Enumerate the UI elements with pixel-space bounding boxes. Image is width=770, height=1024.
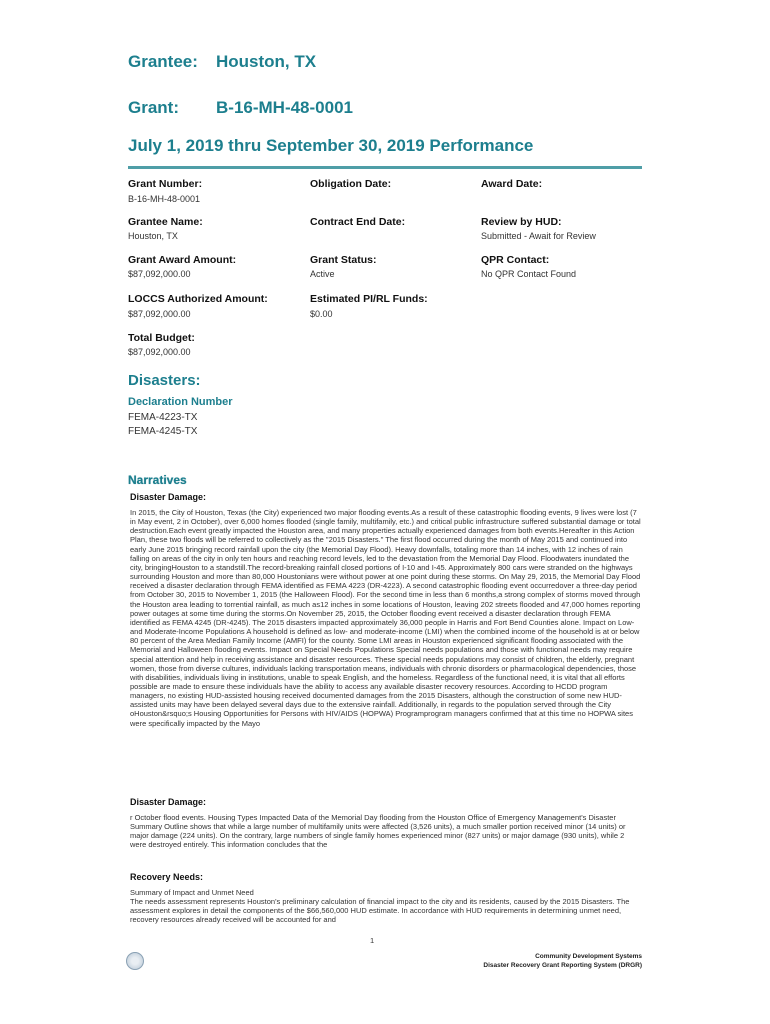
grant-label: Grant: bbox=[128, 98, 179, 117]
disaster-damage-text: In 2015, the City of Houston, Texas (the City) experienced two major flooding events.As a result of these catastrophic flooding events, 9 lives were lost (7 in May event, 2 in October), over 6,000 homes flooded (single family, multifamily, etc.) and critical public infrastructure suffered substantial damage or total destruction.Each event greatly impacted the Houston area, and many properties actually experienced damages from both events.Hereafter in this Action Plan, these two floods will be referred to collectively as the "2015 Disasters." The first flood occurred during the month of May 2015 and continued into early June 2015 bringing record rainfall upon the city (the Memorial Day Flood). Heavy downfalls, totaling more than 14 inches, with 12 inches of rain falling on areas of the city in only ten hours and reaching record levels, led to the devastation from the Memorial Day Flood. Floodwaters inundated the city, bringingHouston to a standstill.The record-breaking rainfall closed portions of I-10 and I-45. Approximately 800 cars were stranded on the highways surrounding Houston and more than 80,000 Houstonians were without power at one point during these storms. On May 29, 2015, the Memorial Day Flood received a disaster declaration through FEMA identified as FEMA 4223 (DR-4223). A second catastrophic flooding event occurredover a three-day period from October 30, 2015 to November 1, 2015 (the Halloween Flood). For the second time in less than 6 months,a strong complex of storms moved through the Houston area leading to torrential rainfall, as much as12 inches in some locations of Houston, leaving 202 streets flooded and 47,000 homes reporting power outages at some time during the storms.On November 25, 2015, the October flooding event received a disaster declaration through FEMA identified as FEMA 4245 (DR-4245). The 2015 disasters impacted approximately 36,000 people in Harris and Fort Bend Counties alone. Impact on Low-and Moderate-Income Populations A household is defined as low- and moderate-income (LMI) when the combined income of the household is at or below 80 percent of the Area Median Family Income (AMFI) for the county. Some LMI areas in Houston experienced significant flooding associated with the Memorial and Halloween flooding events. Impact on Special Needs Populations Special needs populations and those with functional needs may require special attention and help in receiving assistance and disaster resources. These special needs populations may consist of children, the elderly, pregnant women, those from diverse cultures, individuals lacking transportation means, individuals with chronic disorders or pharmacological dependencies, those with disabilities, individuals living in institutions, unable to speak English, and the homeless. Regardless of the functional need, it is vital that all efforts possible are made to ensure these individuals have the ability to access any available disaster recovery resources. According to HCDD program managers, no existing HUD-assisted housing received documented damages from the 2015 Disasters, although the construction of some new HUD-assisted units may have been delayed several days due to the extensive rainfall. Additionally, in regards to the population served through the City oHouston&rsquo;s Housing Opportunities for Persons with HIV/AIDS (HOPWA) Programprogram managers confirmed that at this time no HOPWA sites were specifically impacted by the Mayo bbox=[130, 508, 641, 728]
total-budget-value: $87,092,000.00 bbox=[128, 347, 191, 357]
disaster-damage-label: Disaster Damage: bbox=[130, 797, 207, 807]
grantee-value: Houston, TX bbox=[216, 52, 317, 71]
review-by-hud-value: Submitted - Await for Review bbox=[481, 231, 596, 241]
disaster-damage-label: Disaster Damage: bbox=[130, 492, 207, 502]
qpr-contact-value: No QPR Contact Found bbox=[481, 269, 577, 279]
footer-report-name: Disaster Recovery Grant Reporting System (DRGR) bbox=[483, 962, 642, 969]
grant-status-label: Grant Status: bbox=[310, 254, 377, 266]
footer-system-name: Community Development Systems bbox=[535, 953, 642, 960]
loccs-authorized-amount-value: $87,092,000.00 bbox=[128, 309, 191, 319]
recovery-needs-label: Recovery Needs: bbox=[130, 872, 204, 882]
review-by-hud-label: Review by HUD: bbox=[481, 216, 562, 228]
grant-number-label: Grant Number: bbox=[128, 178, 203, 190]
grantee-name-value: Houston, TX bbox=[128, 231, 178, 241]
grantee-name-label: Grantee Name: bbox=[128, 216, 203, 228]
hud-seal-icon bbox=[126, 952, 144, 970]
performance-title: July 1, 2019 thru September 30, 2019 Performance bbox=[128, 136, 534, 155]
page-number: 1 bbox=[370, 936, 375, 945]
grant-status-value: Active bbox=[310, 269, 335, 279]
grant-award-amount-value: $87,092,000.00 bbox=[128, 269, 191, 279]
qpr-contact-label: QPR Contact: bbox=[481, 254, 550, 266]
disaster-damage-text: r October flood events. Housing Types Impacted Data of the Memorial Day flooding from the Houston Office of Emergency Management's Disaster Summary Outline shows that while a large number of multifamily units were affected (3,526 units), a much smaller portion received minor (14 units) or major damage (224 units). On the contrary, large numbers of single family homes experienced minor (827 units) or major damage (930 units), while 2 were destroyed entirely. This information concludes that the bbox=[130, 813, 626, 850]
contract-end-date-label: Contract End Date: bbox=[310, 216, 406, 228]
award-date-label: Award Date: bbox=[481, 178, 543, 190]
grant-number-value: B-16-MH-48-0001 bbox=[128, 194, 201, 204]
loccs-authorized-amount-label: LOCCS Authorized Amount: bbox=[128, 293, 268, 305]
declaration-number-header: Declaration Number bbox=[128, 396, 233, 408]
grantee-label: Grantee: bbox=[128, 52, 198, 71]
estimated-pi-rl-funds-label: Estimated PI/RL Funds: bbox=[310, 293, 428, 305]
obligation-date-label: Obligation Date: bbox=[310, 178, 392, 190]
grant-award-amount-label: Grant Award Amount: bbox=[128, 254, 237, 266]
recovery-needs-text: Summary of Impact and Unmet Need The needs assessment represents Houston's preliminary calculation of financial impact to the city and its residents, caused by the 2015 Disasters. The assessment explores in detail the components of the $66,560,000 HUD estimate. In accordance with HUD requirements in determining unmet need, recovery resources already received will be accounted for and bbox=[130, 888, 630, 925]
declaration-item: FEMA-4245-TX bbox=[128, 426, 198, 437]
grant-value: B-16-MH-48-0001 bbox=[216, 98, 353, 117]
declaration-item: FEMA-4223-TX bbox=[128, 412, 198, 423]
disasters-heading: Disasters: bbox=[128, 372, 201, 389]
estimated-pi-rl-funds-value: $0.00 bbox=[310, 309, 333, 319]
narratives-heading: Narratives bbox=[128, 473, 187, 487]
total-budget-label: Total Budget: bbox=[128, 332, 195, 344]
header-divider bbox=[128, 166, 642, 169]
